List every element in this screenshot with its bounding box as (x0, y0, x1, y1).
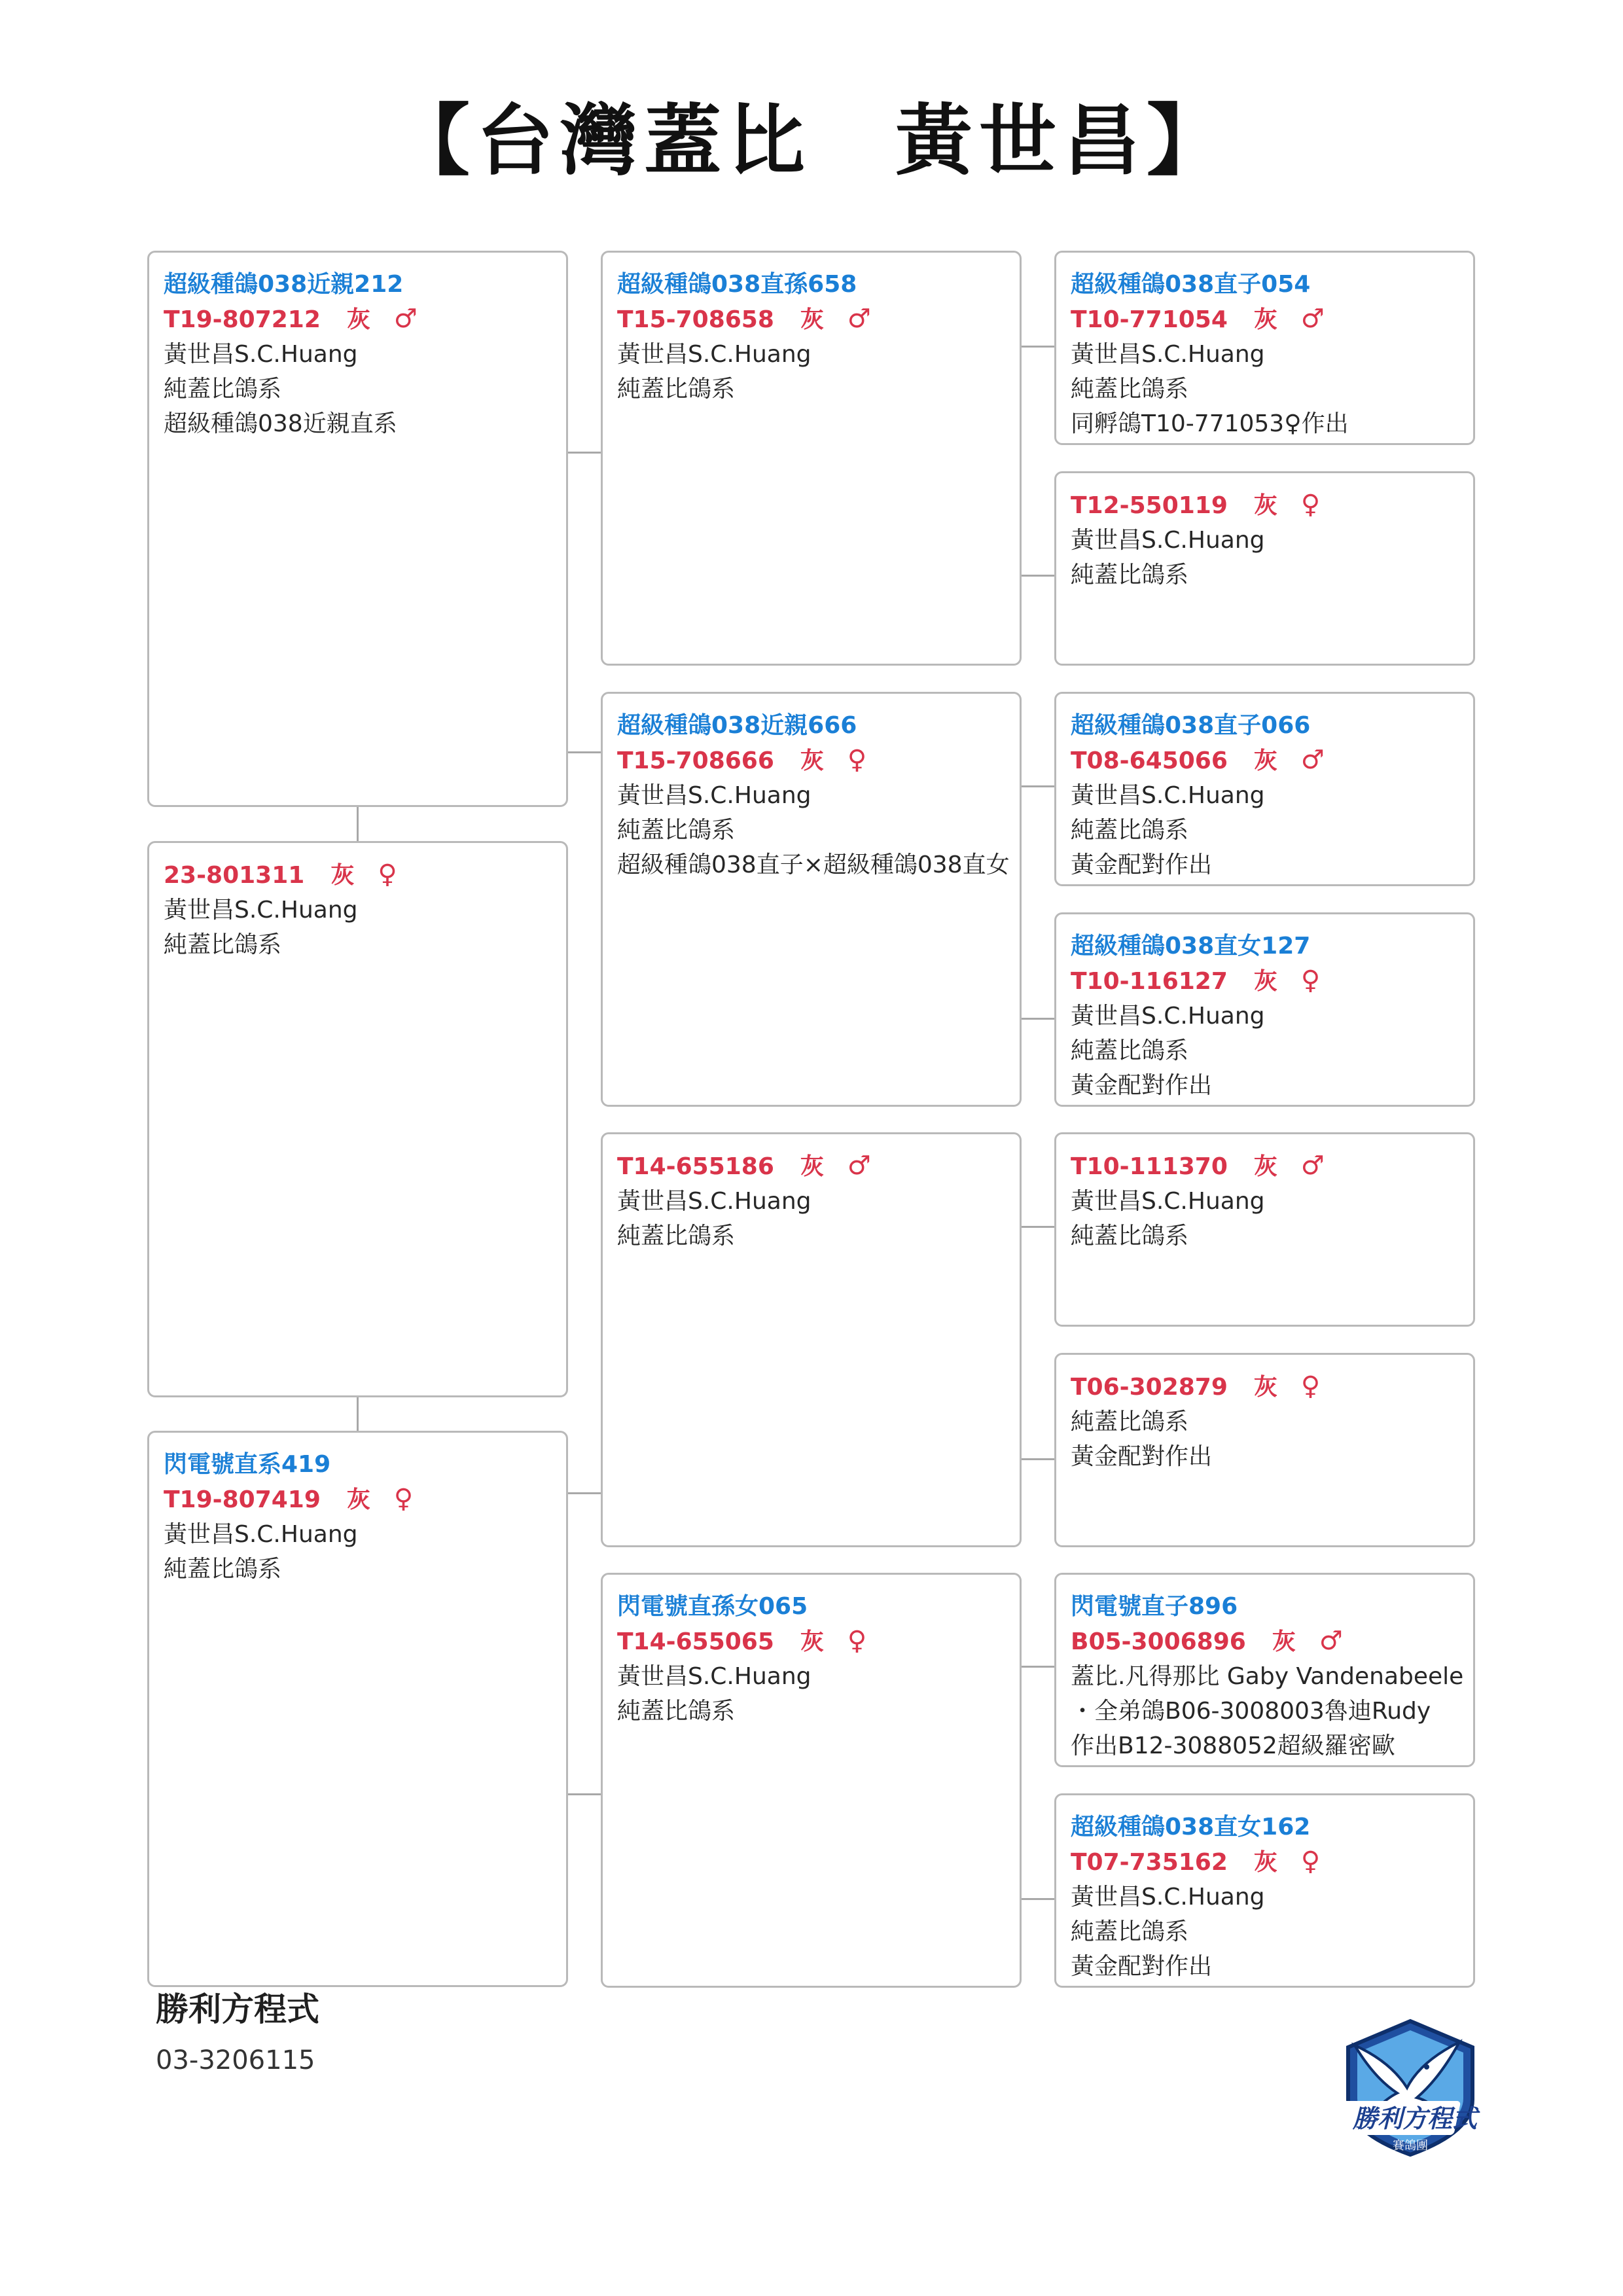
info-line: 純蓋比鴿系 (1071, 562, 1189, 588)
pigeon-name: 超級種鴿038直子054 (1071, 271, 1311, 298)
ring-line (617, 743, 1007, 778)
page-title: 【台灣蓋比 黃世昌】 (392, 95, 1230, 186)
ring-line (1071, 743, 1460, 778)
info-line: 純蓋比鴿系 (164, 1556, 282, 1583)
connector-line (1022, 1898, 1054, 1900)
info-line: 純蓋比鴿系 (1071, 1223, 1189, 1249)
pigeon-name: 閃電號直孫女065 (617, 1593, 808, 1620)
pedigree-card-dam (147, 841, 568, 1397)
sex-icon: ♀ (378, 859, 397, 889)
info-line: 同孵鴿T10-771053♀作出 (1071, 410, 1349, 437)
plumage-color: 灰 (1253, 306, 1277, 333)
pedigree-card-subject (147, 251, 568, 807)
info-line: 純蓋比鴿系 (617, 1698, 736, 1725)
info-line: 黃金配對作出 (1071, 1953, 1213, 1980)
plumage-color: 灰 (330, 862, 355, 889)
ring-number: T19-807419 (164, 1486, 321, 1513)
ring-line (1071, 963, 1460, 999)
logo-subtext: 賽鴿團 (1393, 2139, 1428, 2153)
plumage-color: 灰 (800, 1628, 824, 1655)
pigeon-name: 超級種鴿038直女127 (1071, 933, 1311, 960)
info-line: 黃世昌S.C.Huang (617, 782, 812, 809)
plumage-color: 灰 (1253, 1374, 1277, 1401)
ring-number: T14-655186 (617, 1153, 774, 1180)
info-line: 黃金配對作出 (1071, 1072, 1213, 1099)
ring-line (164, 302, 553, 337)
sex-icon: ♂ (1300, 304, 1325, 334)
info-line: 黃世昌S.C.Huang (164, 341, 358, 368)
plumage-color: 灰 (1253, 747, 1277, 774)
brand-logo (1329, 2016, 1492, 2160)
info-line: 黃世昌S.C.Huang (617, 1188, 812, 1215)
info-line: 純蓋比鴿系 (1071, 376, 1189, 403)
sex-icon: ♀ (847, 1626, 867, 1656)
sex-icon: ♂ (1300, 1151, 1325, 1181)
connector-line (568, 751, 601, 753)
plumage-color: 灰 (800, 747, 824, 774)
ring-number: T12-550119 (1071, 492, 1228, 519)
ring-number: T15-708666 (617, 747, 774, 774)
info-line: 純蓋比鴿系 (1071, 1918, 1189, 1945)
info-line: 純蓋比鴿系 (164, 931, 282, 958)
logo-text: 勝利方程式 (1352, 2104, 1478, 2133)
info-line: 黃金配對作出 (1071, 1443, 1213, 1470)
ring-number: T15-708658 (617, 306, 774, 333)
info-line: 純蓋比鴿系 (617, 1223, 736, 1249)
info-line: 蓋比.凡得那比 Gaby Vandenabeele (1071, 1663, 1464, 1690)
connector-line (1022, 785, 1054, 787)
ring-line (1071, 488, 1460, 523)
sex-icon: ♂ (393, 304, 418, 334)
pedigree-card-g3-7 (1054, 1573, 1475, 1767)
plumage-color: 灰 (346, 306, 370, 333)
ring-number: T07-735162 (1071, 1849, 1228, 1876)
pigeon-name: 超級種鴿038直子066 (1071, 712, 1311, 739)
pedigree-card-g3-4 (1054, 912, 1475, 1107)
brand-name: 勝利方程式 (156, 1990, 319, 2028)
sex-icon: ♂ (1319, 1626, 1343, 1656)
pigeon-name: 超級種鴿038直女162 (1071, 1814, 1311, 1840)
sex-icon: ♀ (847, 745, 867, 775)
info-line: 純蓋比鴿系 (617, 376, 736, 403)
info-line: 黃世昌S.C.Huang (164, 897, 358, 924)
pedigree-card-g3-3 (1054, 692, 1475, 886)
plumage-color: 灰 (1253, 1153, 1277, 1180)
plumage-color: 灰 (1253, 492, 1277, 519)
phone-number: 03-3206115 (156, 2045, 315, 2075)
info-line: 純蓋比鴿系 (1071, 1408, 1189, 1435)
info-line: 純蓋比鴿系 (164, 376, 282, 403)
pigeon-name: 閃電號直子896 (1071, 1593, 1238, 1620)
ring-line (1071, 1369, 1460, 1405)
info-line: 黃世昌S.C.Huang (1071, 1884, 1265, 1910)
ring-line (164, 857, 553, 893)
ring-line (617, 1624, 1007, 1659)
ring-number: T08-645066 (1071, 747, 1228, 774)
sex-icon: ♀ (1300, 490, 1321, 520)
ring-line (164, 1482, 553, 1517)
ring-number: T10-771054 (1071, 306, 1228, 333)
ring-number: T10-116127 (1071, 968, 1228, 995)
pedigree-card-dam-of-subject (601, 692, 1022, 1107)
connector-line (568, 452, 601, 454)
pedigree-card-g3-8 (1054, 1793, 1475, 1988)
info-line: 純蓋比鴿系 (617, 817, 736, 844)
connector-line (568, 1492, 601, 1494)
ring-line (1071, 1149, 1460, 1184)
ring-number: T10-111370 (1071, 1153, 1228, 1180)
connector-line (1022, 346, 1054, 348)
info-line: 黃世昌S.C.Huang (1071, 341, 1265, 368)
connector-line (357, 807, 359, 841)
connector-line (568, 1793, 601, 1795)
ring-number: 23-801311 (164, 862, 305, 889)
sex-icon: ♀ (1300, 965, 1321, 996)
info-line: 黃世昌S.C.Huang (164, 1521, 358, 1548)
info-line: 作出B12-3088052超級羅密歐 (1071, 1732, 1395, 1759)
info-line: 純蓋比鴿系 (1071, 817, 1189, 844)
connector-line (1022, 1458, 1054, 1460)
ring-line (1071, 1844, 1460, 1880)
pedigree-card-g3-1 (1054, 251, 1475, 445)
connector-line (1022, 575, 1054, 577)
plumage-color: 灰 (346, 1486, 370, 1513)
info-line: 黃金配對作出 (1071, 852, 1213, 878)
info-line: 黃世昌S.C.Huang (1071, 1003, 1265, 1030)
info-line: 超級種鴿038近親直系 (164, 410, 397, 437)
pedigree-card-sire-of-grand-dam (601, 1132, 1022, 1547)
connector-line (1022, 1018, 1054, 1020)
info-line: 黃世昌S.C.Huang (617, 1663, 812, 1690)
pedigree-card-grand-dam (147, 1431, 568, 1987)
plumage-color: 灰 (1272, 1628, 1296, 1655)
ring-number: B05-3006896 (1071, 1628, 1246, 1655)
pigeon-name: 超級種鴿038近親212 (164, 271, 404, 298)
info-line: 黃世昌S.C.Huang (617, 341, 812, 368)
plumage-color: 灰 (800, 1153, 824, 1180)
sex-icon: ♂ (847, 1151, 871, 1181)
ring-number: T14-655065 (617, 1628, 774, 1655)
sex-icon: ♂ (1300, 745, 1325, 775)
info-line: ・全弟鴿B06-3008003魯迪Rudy (1071, 1698, 1431, 1725)
pedigree-card-g3-2 (1054, 471, 1475, 666)
info-line: 黃世昌S.C.Huang (1071, 782, 1265, 809)
plumage-color: 灰 (800, 306, 824, 333)
ring-line (617, 1149, 1007, 1184)
info-line: 黃世昌S.C.Huang (1071, 1188, 1265, 1215)
pedigree-card-g3-5 (1054, 1132, 1475, 1327)
info-line: 純蓋比鴿系 (1071, 1037, 1189, 1064)
info-line: 超級種鴿038直子×超級種鴿038直女 (617, 852, 1010, 878)
ring-line (1071, 1624, 1460, 1659)
pigeon-name: 超級種鴿038直孫658 (617, 271, 857, 298)
connector-line (1022, 1226, 1054, 1228)
pedigree-card-sire-of-subject (601, 251, 1022, 666)
ring-line (617, 302, 1007, 337)
plumage-color: 灰 (1253, 1849, 1277, 1876)
sex-icon: ♂ (847, 304, 871, 334)
pigeon-name: 超級種鴿038近親666 (617, 712, 857, 739)
pigeon-name: 閃電號直系419 (164, 1451, 331, 1478)
connector-line (1022, 1666, 1054, 1668)
ring-line (1071, 302, 1460, 337)
plumage-color: 灰 (1253, 968, 1277, 995)
pedigree-card-g3-6 (1054, 1353, 1475, 1547)
connector-line (357, 1397, 359, 1431)
sex-icon: ♀ (1300, 1846, 1321, 1876)
sex-icon: ♀ (1300, 1371, 1321, 1401)
ring-number: T19-807212 (164, 306, 321, 333)
sex-icon: ♀ (393, 1484, 414, 1514)
pedigree-card-dam-of-grand-dam (601, 1573, 1022, 1988)
ring-number: T06-302879 (1071, 1374, 1228, 1401)
info-line: 黃世昌S.C.Huang (1071, 527, 1265, 554)
